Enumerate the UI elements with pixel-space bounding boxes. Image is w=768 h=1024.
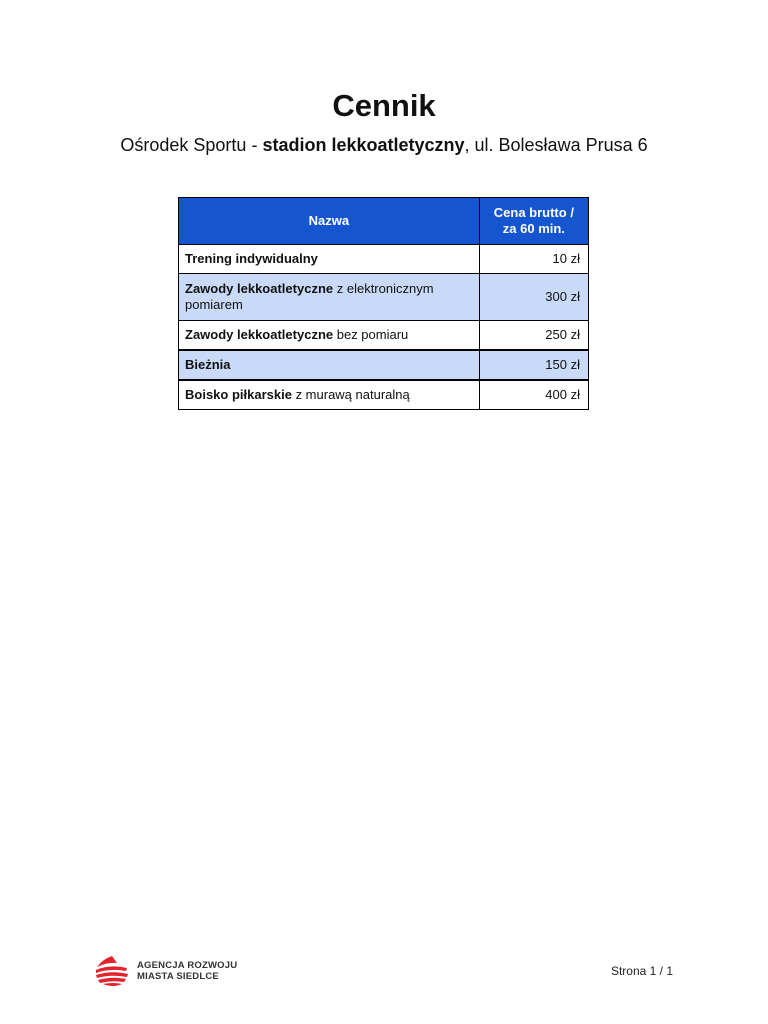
subtitle-address: , ul. Bolesława Prusa 6 — [464, 135, 648, 155]
row-name — [179, 274, 480, 321]
row-name-bold: Trening indywidualny — [185, 251, 318, 266]
row-price: 150 zł — [479, 350, 588, 380]
page-title: Cennik — [332, 88, 436, 123]
subtitle-prefix: Ośrodek Sportu - — [120, 135, 263, 155]
agency-logo-line1: AGENCJA ROZWOJU — [137, 960, 238, 971]
row-name — [179, 245, 480, 274]
agency-logo-icon — [95, 955, 129, 987]
table-row — [179, 380, 589, 410]
agency-logo-line2: MIASTA SIEDLCE — [137, 971, 219, 982]
row-price: 250 zł — [479, 321, 588, 351]
column-header-name: Nazwa — [179, 198, 480, 245]
row-price: 300 zł — [479, 274, 588, 321]
subtitle-venue: stadion lekkoatletyczny — [262, 135, 465, 155]
table-header-row — [179, 198, 589, 245]
table-row — [179, 350, 589, 380]
table-row — [179, 321, 589, 351]
table-row — [179, 274, 589, 321]
agency-logo — [95, 955, 237, 987]
price-table — [178, 197, 589, 410]
page-number: Strona 1 / 1 — [610, 964, 673, 978]
column-header-price — [479, 198, 588, 245]
agency-logo-text — [137, 960, 237, 982]
row-name-rest: z murawą naturalną — [291, 387, 410, 402]
page-subtitle — [0, 132, 768, 158]
row-name-bold: Zawody lekkoatletyczne — [185, 327, 334, 342]
row-name — [179, 380, 480, 410]
row-name — [179, 350, 480, 380]
row-price: 10 zł — [479, 245, 588, 274]
row-name-bold: Boisko piłkarskie — [185, 387, 292, 402]
column-header-price-line2: za 60 min. — [502, 221, 565, 236]
row-price: 400 zł — [479, 380, 588, 410]
row-name-rest: bez pomiaru — [333, 327, 409, 342]
row-name — [179, 321, 480, 351]
row-name-rest: z elektronicznym pomiarem — [185, 281, 434, 312]
column-header-price-line1: Cena brutto / — [493, 205, 574, 220]
table-row — [179, 245, 589, 274]
row-name-bold: Zawody lekkoatletyczne — [185, 281, 334, 296]
row-name-bold: Bieżnia — [185, 357, 231, 372]
